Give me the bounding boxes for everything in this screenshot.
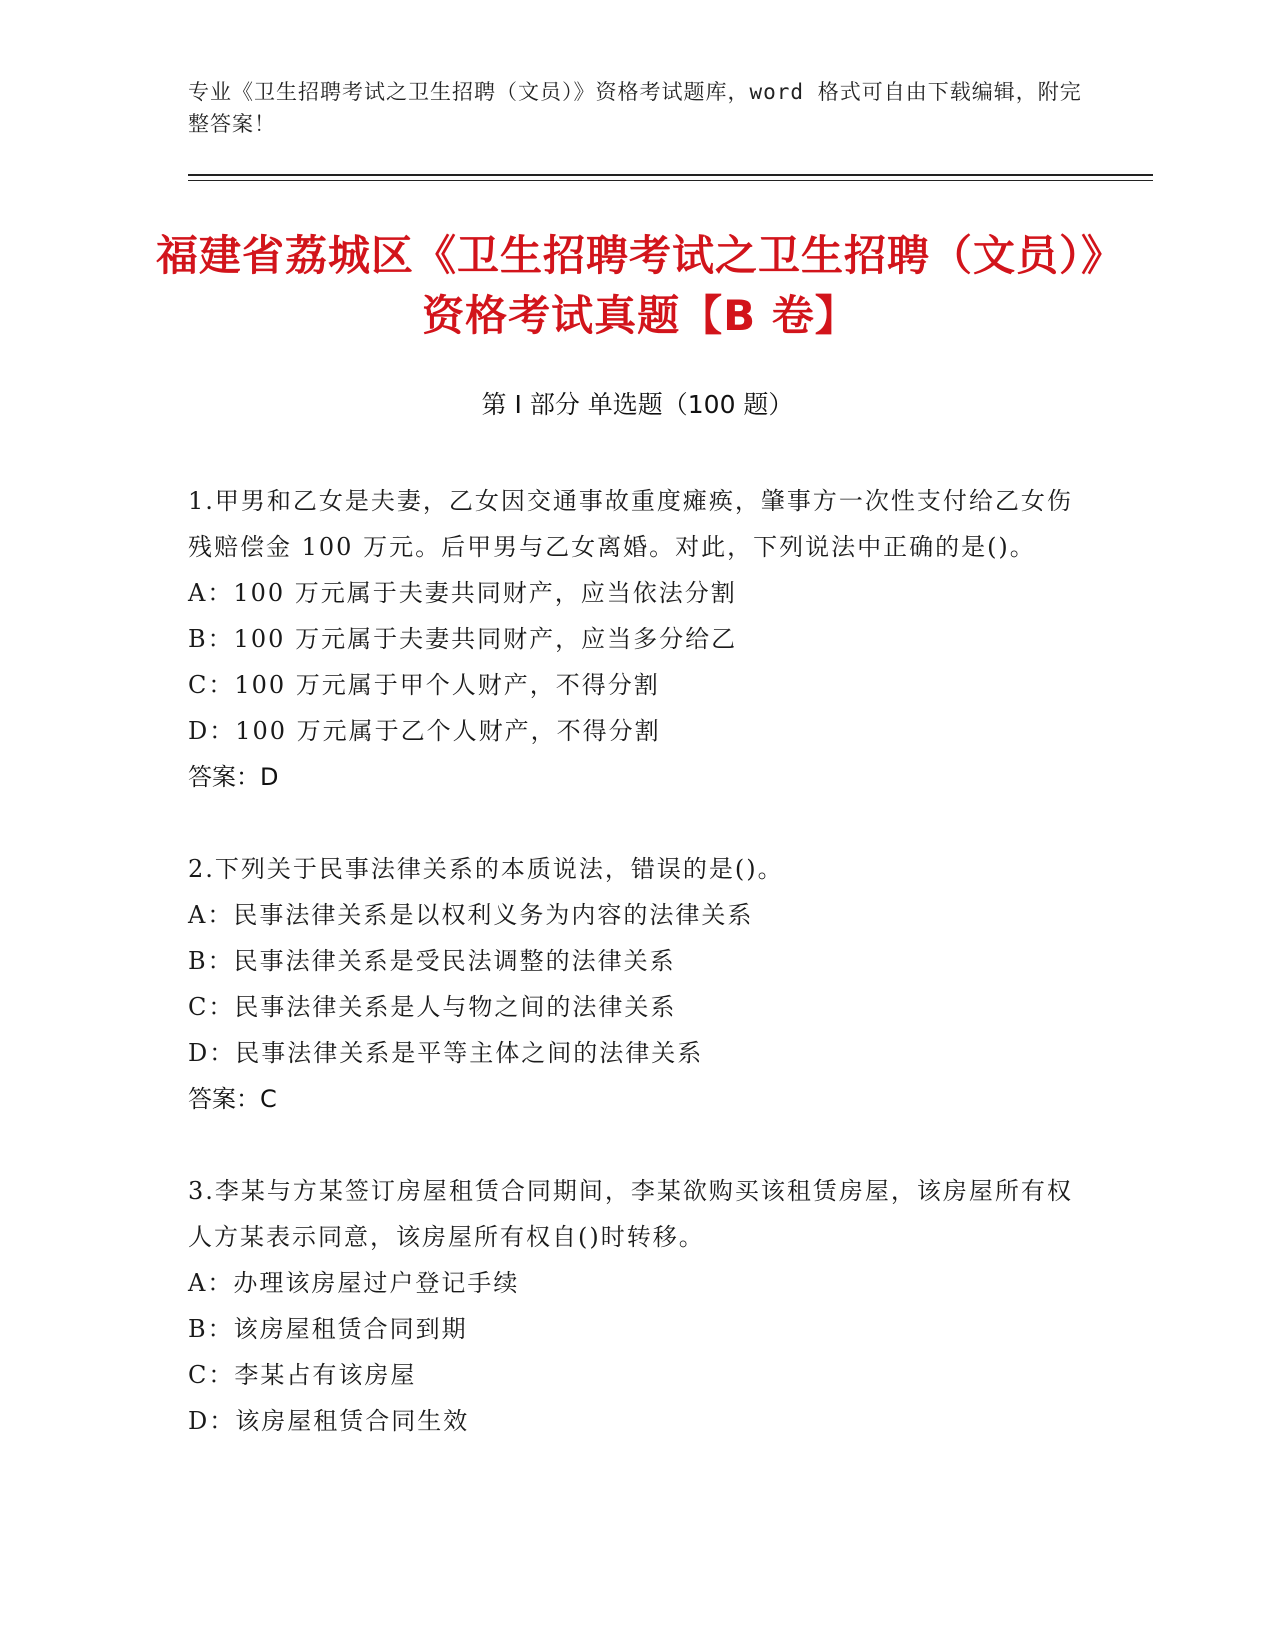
option-d: D：民事法律关系是平等主体之间的法律关系 bbox=[188, 1039, 704, 1067]
answer: 答案：C bbox=[188, 1085, 277, 1113]
option-d: D：100 万元属于乙个人财产，不得分割 bbox=[188, 717, 661, 745]
document-title: 福建省荔城区《卫生招聘考试之卫生招聘（文员）》资格考试真题【B 卷】 bbox=[155, 231, 1124, 340]
option-c: C：李某占有该房屋 bbox=[188, 1361, 417, 1389]
question-stem: 2.下列关于民事法律关系的本质说法，错误的是()。 bbox=[188, 855, 784, 883]
question-stem: 1.甲男和乙女是夫妻，乙女因交通事故重度瘫痪，肇事方一次性支付给乙女伤残赔偿金 100 万元。后甲男与乙女离婚。对此，下列说法中正确的是()。 bbox=[188, 487, 1073, 561]
question-list bbox=[188, 478, 1078, 1490]
option-c: C：100 万元属于甲个人财产，不得分割 bbox=[188, 671, 660, 699]
header-note: 专业《卫生招聘考试之卫生招聘（文员）》资格考试题库，word 格式可自由下载编辑，附完整答案！ bbox=[188, 80, 1082, 136]
option-b: B：该房屋租赁合同到期 bbox=[188, 1315, 468, 1343]
option-b: B：民事法律关系是受民法调整的法律关系 bbox=[188, 947, 676, 975]
question-3 bbox=[188, 1168, 1078, 1444]
question-2 bbox=[188, 846, 1078, 1122]
header-divider-thin bbox=[188, 180, 1153, 181]
option-a: A：民事法律关系是以权利义务为内容的法律关系 bbox=[188, 901, 754, 929]
section-title: 第 I 部分 单选题（100 题） bbox=[481, 390, 794, 419]
answer: 答案：D bbox=[188, 763, 279, 791]
option-a: A：办理该房屋过户登记手续 bbox=[188, 1269, 520, 1297]
option-c: C：民事法律关系是人与物之间的法律关系 bbox=[188, 993, 677, 1021]
option-b: B：100 万元属于夫妻共同财产，应当多分给乙 bbox=[188, 625, 738, 653]
question-1 bbox=[188, 478, 1078, 800]
option-d: D：该房屋租赁合同生效 bbox=[188, 1407, 470, 1435]
header-divider bbox=[188, 174, 1153, 176]
question-stem: 3.李某与方某签订房屋租赁合同期间，李某欲购买该租赁房屋，该房屋所有权人方某表示同意，该房屋所有权自()时转移。 bbox=[188, 1177, 1073, 1251]
option-a: A：100 万元属于夫妻共同财产，应当依法分割 bbox=[188, 579, 737, 607]
